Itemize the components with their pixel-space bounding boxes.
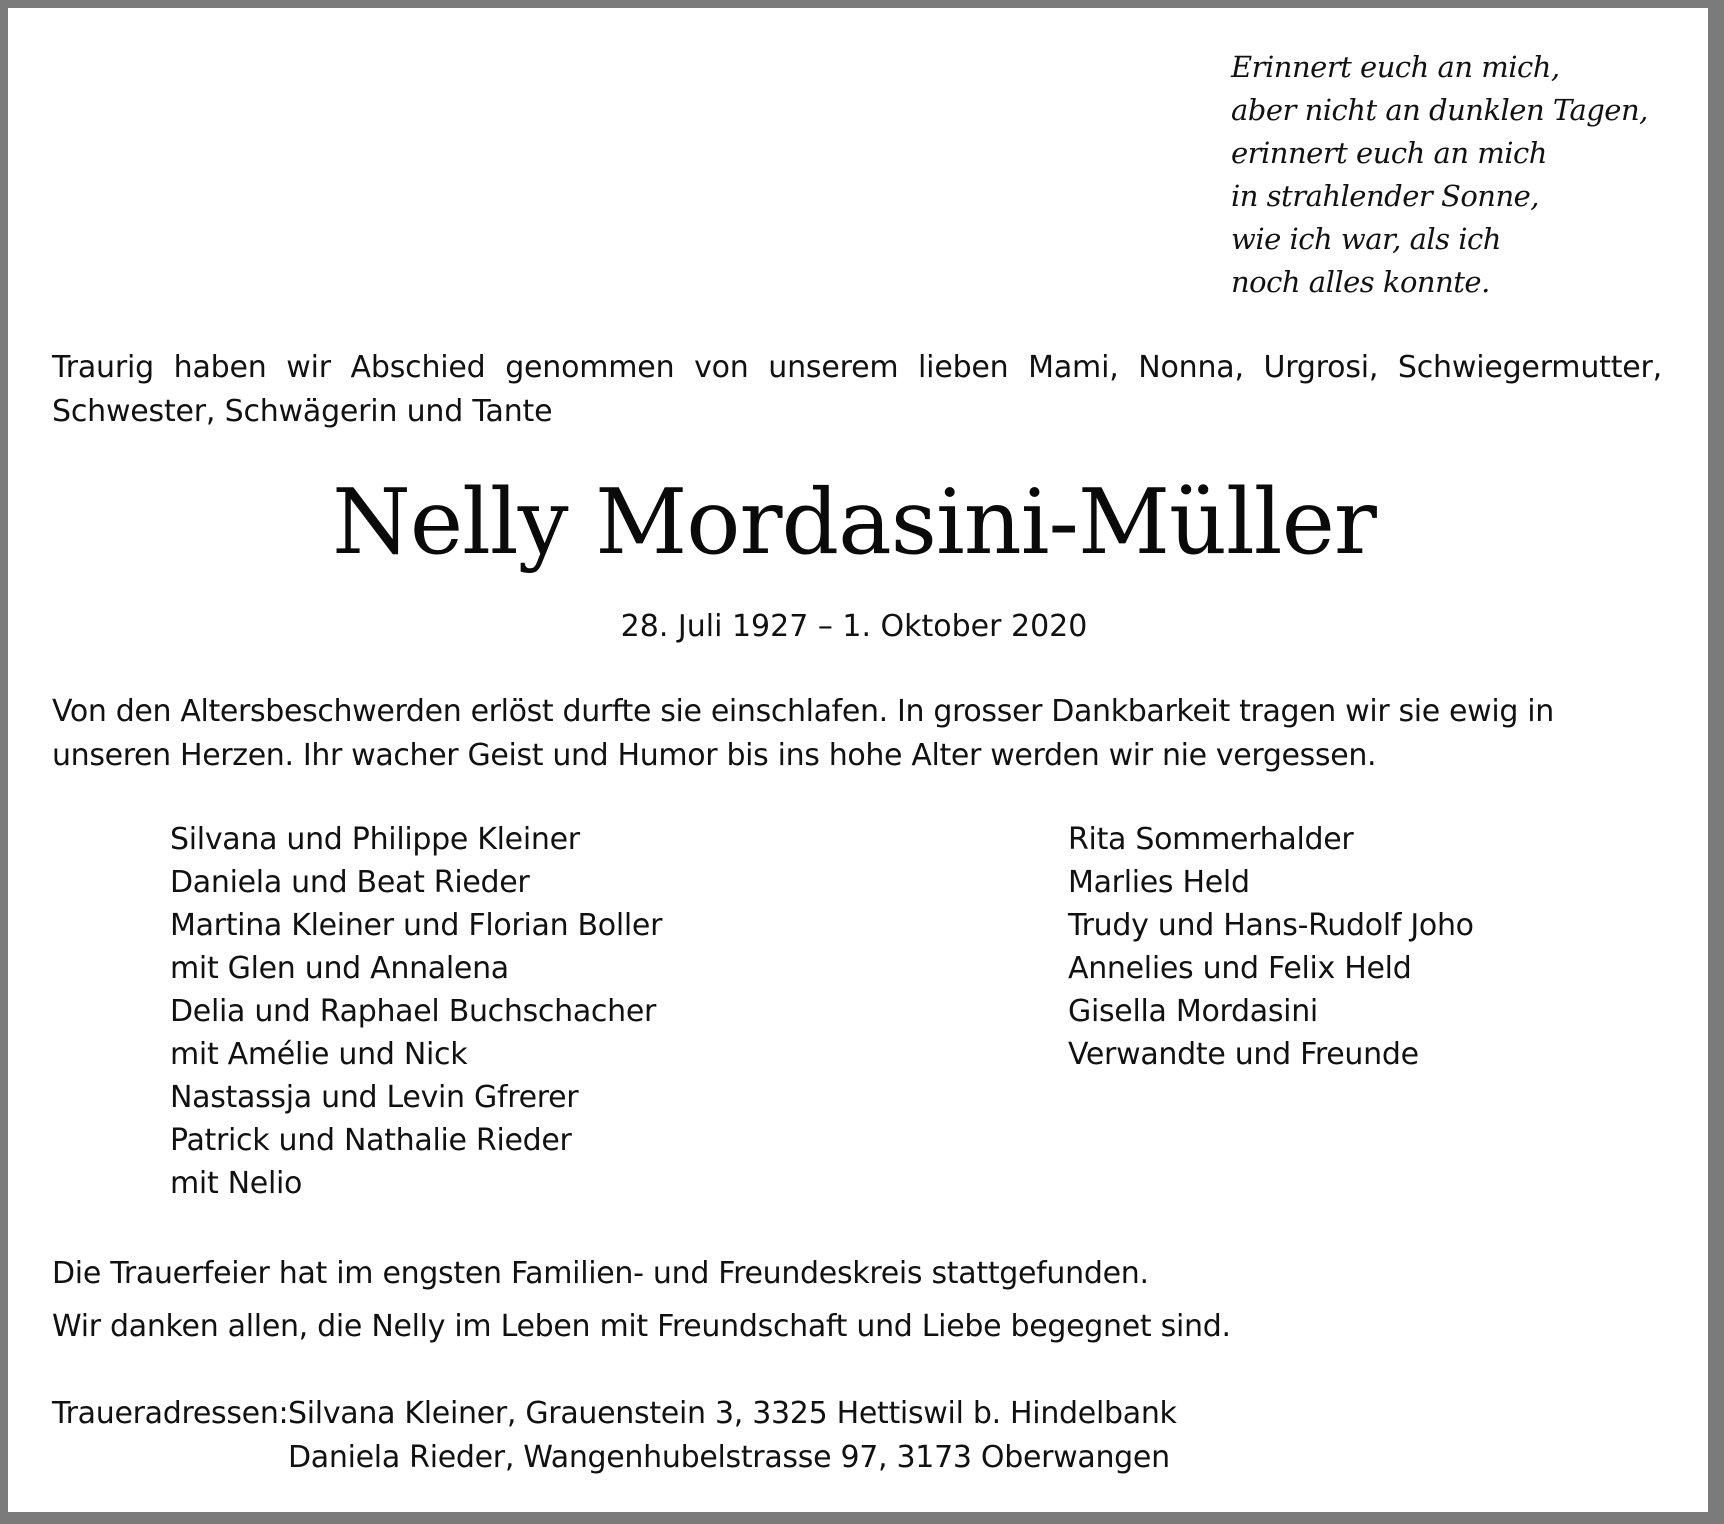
list-item: mit Amélie und Nick xyxy=(170,1037,468,1072)
list-item: Martina Kleiner und Florian Boller xyxy=(170,908,663,943)
mourning-addresses xyxy=(52,1392,1177,1480)
ceremony-note: Die Trauerfeier hat im engsten Familien- und Freundeskreis stattgefunden. xyxy=(52,1256,1149,1291)
list-item: Silvana und Philippe Kleiner xyxy=(170,822,580,857)
list-item: Patrick und Nathalie Rieder xyxy=(170,1123,572,1158)
life-dates: 28. Juli 1927 – 1. Oktober 2020 xyxy=(620,609,1088,644)
mourners-left-list xyxy=(170,818,662,1205)
poem-line: Erinnert euch an mich, xyxy=(1231,50,1560,84)
list-item: Gisella Mordasini xyxy=(1068,994,1318,1029)
poem-line: noch alles konnte. xyxy=(1231,265,1490,299)
poem-line: in strahlender Sonne, xyxy=(1231,179,1540,213)
poem-line: wie ich war, als ich xyxy=(1231,222,1501,256)
list-item: Daniela und Beat Rieder xyxy=(170,865,530,900)
mourners-right-list xyxy=(1068,818,1474,1076)
address-line: Silvana Kleiner, Grauenstein 3, 3325 Hettiswil b. Hindelbank xyxy=(288,1396,1177,1431)
poem-line: aber nicht an dunklen Tagen, xyxy=(1231,93,1648,127)
list-item: mit Glen und Annalena xyxy=(170,951,509,986)
list-item: mit Nelio xyxy=(170,1166,303,1201)
addresses-label: Traueradressen: xyxy=(52,1396,289,1431)
list-item: Annelies und Felix Held xyxy=(1068,951,1412,986)
list-item: Marlies Held xyxy=(1068,865,1250,900)
message-text: Von den Altersbeschwerden erlöst durfte sie einschlafen. In grosser Dankbarkeit tragen wir sie ewig in unseren Herzen. Ihr wacher Geist und Humor bis ins hohe Alter werden wir nie vergessen. xyxy=(52,694,1554,773)
intro-text: Traurig haben wir Abschied genommen von unserem lieben Mami, Nonna, Urgrosi, Schwiegermutter, Schwester, Schwägerin und Tante xyxy=(52,350,1662,429)
list-item: Verwandte und Freunde xyxy=(1068,1037,1419,1072)
thanks-note: Wir danken allen, die Nelly im Leben mit Freundschaft und Liebe begegnet sind. xyxy=(52,1309,1231,1344)
deceased-name: Nelly Mordasini-Müller xyxy=(332,470,1376,575)
poem xyxy=(1231,46,1648,304)
list-item: Nastassja und Levin Gfrerer xyxy=(170,1080,579,1115)
list-item: Delia und Raphael Buchschacher xyxy=(170,994,657,1029)
list-item: Rita Sommerhalder xyxy=(1068,822,1354,857)
poem-line: erinnert euch an mich xyxy=(1231,136,1547,170)
address-line: Daniela Rieder, Wangenhubelstrasse 97, 3173 Oberwangen xyxy=(288,1440,1170,1475)
list-item: Trudy und Hans-Rudolf Joho xyxy=(1068,908,1474,943)
